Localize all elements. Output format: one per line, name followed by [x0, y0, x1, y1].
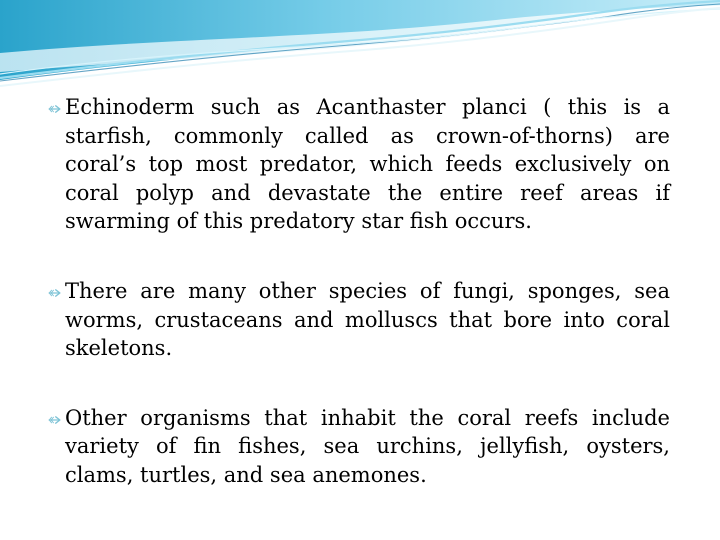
bullet-item-acanthaster [48, 93, 670, 236]
bullet-list [48, 93, 670, 490]
bullet-text-acanthaster: Echinoderm such as Acanthaster planci ( this is a starfish, commonly called as crown-of-thorns) are coral’s top most predator, which feeds exclusively on coral polyp and devastate the entire reef areas if swarming of this predatory star fish occurs. [65, 95, 670, 234]
feathered-arrow-icon [48, 286, 62, 300]
header-wave-decoration [0, 0, 720, 95]
bullet-text-inhabitants: Other organisms that inhabit the coral reefs include variety of fin fishes, sea urchins, jellyfish, oysters, clams, turtles, and sea anemones. [65, 405, 670, 487]
bullet-text-borers: There are many other species of fungi, sponges, sea worms, crustaceans and molluscs that bore into coral skeletons. [65, 278, 670, 361]
bullet-item-borers [48, 277, 670, 363]
bullet-item-inhabitants [48, 404, 670, 490]
feathered-arrow-icon [48, 413, 62, 427]
feathered-arrow-icon [48, 102, 62, 116]
